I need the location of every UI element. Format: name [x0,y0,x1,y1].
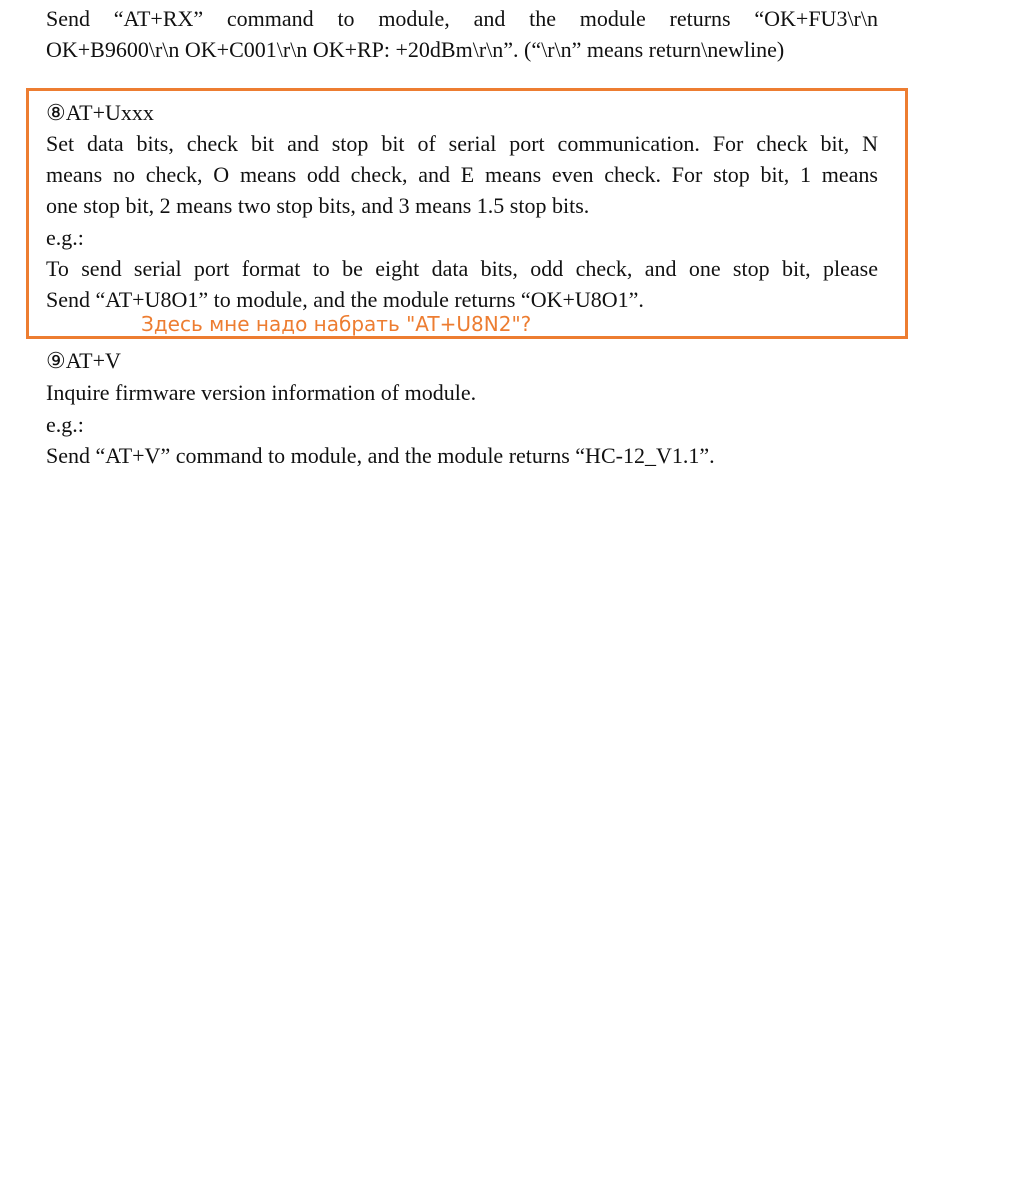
section-9-heading: ⑨AT+V [46,348,121,373]
section-8-heading: ⑧AT+Uxxx [46,100,154,125]
section-8-example-line-2: Send “AT+U8O1” to module, and the module returns “OK+U8O1”. [46,287,644,312]
annotation-note: Здесь мне надо набрать "AT+U8N2"? [141,312,532,336]
intro-line-1: Send “AT+RX” command to module, and the module returns “OK+FU3\r\n [46,6,878,31]
section-8-description-line-2: means no check, O means odd check, and E means even check. For stop bit, 1 means [46,162,878,187]
section-8-description-line-3: one stop bit, 2 means two stop bits, and 3 means 1.5 stop bits. [46,193,590,218]
section-9-eg-label: e.g.: [46,412,84,437]
section-9-description: Inquire firmware version information of module. [46,380,477,405]
section-8-description-line-1: Set data bits, check bit and stop bit of serial port communication. For check bit, N [46,131,878,156]
intro-line-2: OK+B9600\r\n OK+C001\r\n OK+RP: +20dBm\r\n”. (“\r\n” means return\newline) [46,37,785,62]
section-9-example: Send “AT+V” command to module, and the module returns “HC-12_V1.1”. [46,443,715,468]
section-8-eg-label: e.g.: [46,225,84,250]
section-8-example-line-1: To send serial port format to be eight data bits, odd check, and one stop bit, please [46,256,878,281]
